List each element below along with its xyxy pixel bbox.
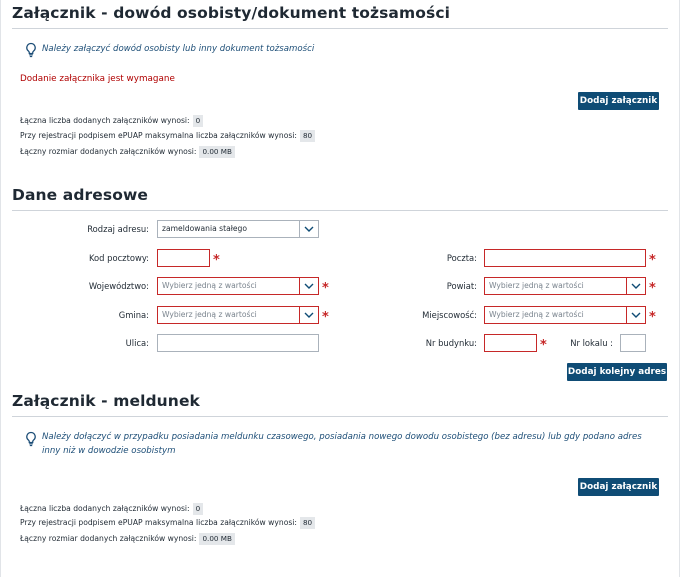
stat-row bbox=[20, 146, 235, 158]
required-marker: * bbox=[213, 253, 220, 268]
chevron-down-icon[interactable] bbox=[299, 278, 318, 294]
stat-label: Łączny rozmiar dodanych załączników wynosi: bbox=[20, 534, 197, 543]
add-attachment-button[interactable]: Dodaj załącznik bbox=[578, 92, 659, 110]
stat-value: 80 bbox=[300, 130, 315, 142]
county-label: Powiat: bbox=[446, 281, 477, 291]
info-message: Należy dołączyć w przypadku posiadania meldunku czasowego, posiadania nowego dowodu osobistego (bez adresu) lub gdy podano adres inny niż w dowodzie osobistym bbox=[42, 432, 642, 456]
chevron-down-icon[interactable] bbox=[626, 278, 645, 294]
voivodeship-label: Województwo: bbox=[88, 281, 149, 291]
voivodeship-select[interactable] bbox=[157, 277, 319, 295]
required-marker: * bbox=[649, 253, 656, 268]
voivodeship-placeholder: Wybierz jedną z wartości bbox=[162, 281, 257, 290]
lightbulb-icon bbox=[24, 431, 38, 447]
required-marker: * bbox=[649, 281, 656, 296]
chevron-down-icon[interactable] bbox=[299, 221, 318, 237]
stat-row bbox=[20, 533, 235, 545]
chevron-down-icon[interactable] bbox=[299, 307, 318, 323]
stat-label: Łączny rozmiar dodanych załączników wynosi: bbox=[20, 147, 197, 156]
stat-value: 0.00 MB bbox=[199, 146, 234, 158]
stat-value: 80 bbox=[300, 517, 315, 529]
lightbulb-icon bbox=[24, 42, 38, 58]
stat-value: 0 bbox=[193, 503, 204, 515]
apartment-number-label: Nr lokalu : bbox=[570, 338, 613, 348]
required-marker: * bbox=[322, 310, 329, 325]
required-marker: * bbox=[649, 310, 656, 325]
locality-placeholder: Wybierz jedną z wartości bbox=[489, 310, 584, 319]
section-title-registration: Załącznik - meldunek bbox=[12, 392, 200, 410]
stat-value: 0.00 MB bbox=[199, 533, 234, 545]
divider bbox=[12, 210, 668, 211]
street-input[interactable] bbox=[157, 334, 319, 352]
section-title-address: Dane adresowe bbox=[12, 186, 148, 204]
divider bbox=[12, 416, 668, 417]
error-message: Dodanie załącznika jest wymagane bbox=[20, 74, 175, 84]
address-type-label: Rodzaj adresu: bbox=[87, 224, 149, 234]
stat-row bbox=[20, 503, 203, 515]
county-select[interactable] bbox=[484, 277, 646, 295]
building-number-label: Nr budynku: bbox=[425, 338, 477, 348]
divider bbox=[12, 28, 668, 29]
address-type-select[interactable] bbox=[157, 220, 319, 238]
building-number-input[interactable] bbox=[484, 334, 537, 352]
street-label: Ulica: bbox=[125, 338, 149, 348]
stat-value: 0 bbox=[193, 115, 204, 127]
commune-select[interactable] bbox=[157, 306, 319, 324]
required-marker: * bbox=[540, 338, 547, 353]
commune-label: Gmina: bbox=[118, 310, 149, 320]
chevron-down-icon[interactable] bbox=[626, 307, 645, 323]
stat-row bbox=[20, 115, 203, 127]
post-office-label: Poczta: bbox=[446, 253, 477, 263]
stat-label: Przy rejestracji podpisem ePUAP maksymalna liczba załączników wynosi: bbox=[20, 518, 297, 527]
add-another-address-button[interactable]: Dodaj kolejny adres bbox=[567, 363, 667, 381]
stat-label: Przy rejestracji podpisem ePUAP maksymalna liczba załączników wynosi: bbox=[20, 131, 297, 140]
county-placeholder: Wybierz jedną z wartości bbox=[489, 281, 584, 290]
commune-placeholder: Wybierz jedną z wartości bbox=[162, 310, 257, 319]
locality-label: Miejscowość: bbox=[422, 310, 477, 320]
postal-code-input[interactable] bbox=[157, 249, 210, 267]
locality-select[interactable] bbox=[484, 306, 646, 324]
section-title-identity-document: Załącznik - dowód osobisty/dokument tożsamości bbox=[12, 4, 451, 22]
post-office-input[interactable] bbox=[484, 249, 646, 267]
stat-row bbox=[20, 517, 315, 529]
info-message: Należy załączyć dowód osobisty lub inny dokument tożsamości bbox=[42, 44, 315, 54]
address-type-value: zameldowania stałego bbox=[162, 224, 248, 233]
postal-code-label: Kod pocztowy: bbox=[88, 253, 149, 263]
required-marker: * bbox=[322, 281, 329, 296]
add-attachment-button[interactable]: Dodaj załącznik bbox=[578, 478, 659, 496]
apartment-number-input[interactable] bbox=[620, 334, 646, 352]
stat-label: Łączna liczba dodanych załączników wynosi: bbox=[20, 116, 190, 125]
stat-label: Łączna liczba dodanych załączników wynosi: bbox=[20, 504, 190, 513]
stat-row bbox=[20, 130, 315, 142]
